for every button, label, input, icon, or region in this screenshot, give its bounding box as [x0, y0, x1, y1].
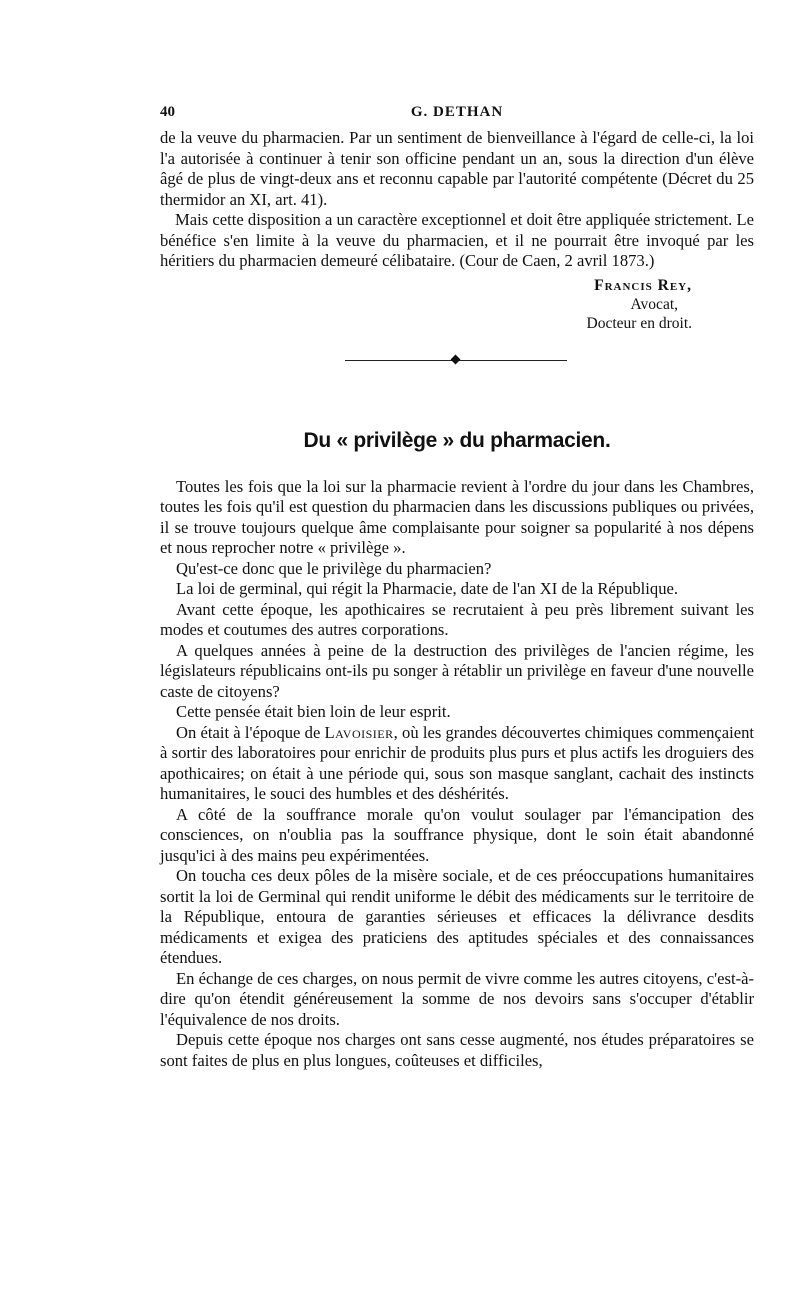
paragraph: La loi de germinal, qui régit la Pharmacie, date de l'an XI de la République. [176, 579, 679, 598]
paragraph: Toutes les fois que la loi sur la pharmacie revient à l'ordre du jour dans les Chambres, toutes les fois qu'il est question du pharmacien dans les discussions publiques ou privées, il se trouve toujours quelque âme complaisante pour soigner sa popularité à nos dépens et nous reprocher notre « privilège ». [160, 476, 754, 557]
signature-block [160, 276, 754, 333]
paragraph: A côté de la souffrance morale qu'on voulut soulager par l'émancipation des consciences, on n'oublia pas la souffrance physique, dont le soin était abandonné jusqu'ici à des mains peu expérimentées. [160, 804, 754, 865]
section-body [160, 477, 754, 1072]
paragraph: Avant cette époque, les apothicaires se recrutaient à peu près librement suivant les modes et coutumes des autres corporations. [160, 599, 754, 639]
signature-title: Docteur en droit. [586, 314, 692, 332]
section-divider [160, 349, 754, 373]
text-fragment: On était à l'époque de [176, 722, 325, 742]
paragraph-lavoisier [160, 723, 754, 805]
diamond-ornament-icon [451, 354, 461, 364]
page-header [160, 100, 754, 128]
running-head: G. DETHAN [410, 104, 504, 120]
paragraph: Mais cette disposition a un caractère exceptionnel et doit être appliquée strictement. Le bénéfice s'en limite à la veuve du pharmacien, et il ne pourrait être invoqué par les héritiers du pharmacien demeuré célibataire. (Cour de Caen, 2 avril 1873.) [160, 210, 754, 270]
intro-text [160, 128, 754, 272]
paragraph: Depuis cette époque nos charges ont sans cesse augmenté, nos études préparatoires se sont faites de plus en plus longues, coûteuses et difficiles, [160, 1030, 754, 1070]
paragraph: En échange de ces charges, on nous permit de vivre comme les autres citoyens, c'est-à-dire qu'on étendit généreusement la somme de nos devoirs sans s'occuper d'établir l'équivalence de nos droits. [160, 968, 754, 1029]
paragraph: On toucha ces deux pôles de la misère sociale, et de ces préoccupations humanitaires sortit la loi de Germinal qui rendit uniforme le débit des médicaments sur le territoire de la République, entoura de garanties sérieuses et efficaces la délivrance desdits médicaments et exigea des praticiens des aptitudes spéciales et des connaissances étendues. [160, 866, 754, 967]
paragraph: Cette pensée était bien loin de leur esprit. [176, 702, 451, 721]
text-fragment: , où les grandes découvertes chimiques commençaient à sortir des laboratoires pour enrichir de produits plus purs et plus actifs les droguiers des apothicaires; on était à une période qui, sous son masque sanglant, cachait des instincts humanitaires, le souci des humbles et des déshérités. [160, 722, 754, 803]
paragraph: A quelques années à peine de la destruction des privilèges de l'ancien régime, les législateurs républicains ont-ils pu songer à rétablir un privilège en faveur d'une nouvelle caste de citoyens? [160, 640, 754, 701]
document-page [160, 100, 754, 1071]
paragraph: Qu'est-ce donc que le privilège du pharmacien? [176, 558, 492, 578]
signature-name: Francis Rey, [594, 276, 692, 294]
person-name: Lavoisier [324, 722, 394, 742]
paragraph: de la veuve du pharmacien. Par un sentiment de bienveillance à l'égard de celle-ci, la loi l'a autorisée à continuer à tenir son officine pendant un an, sous la direction d'un élève âgé de plus de vingt-deux ans et reconnu capable par l'autorité compétente (Décret du 25 thermidor an XI, art. 41). [160, 128, 754, 209]
page-number: 40 [160, 104, 175, 120]
signature-role: Avocat, [630, 295, 678, 313]
section-title: Du « privilège » du pharmacien. [303, 428, 611, 452]
